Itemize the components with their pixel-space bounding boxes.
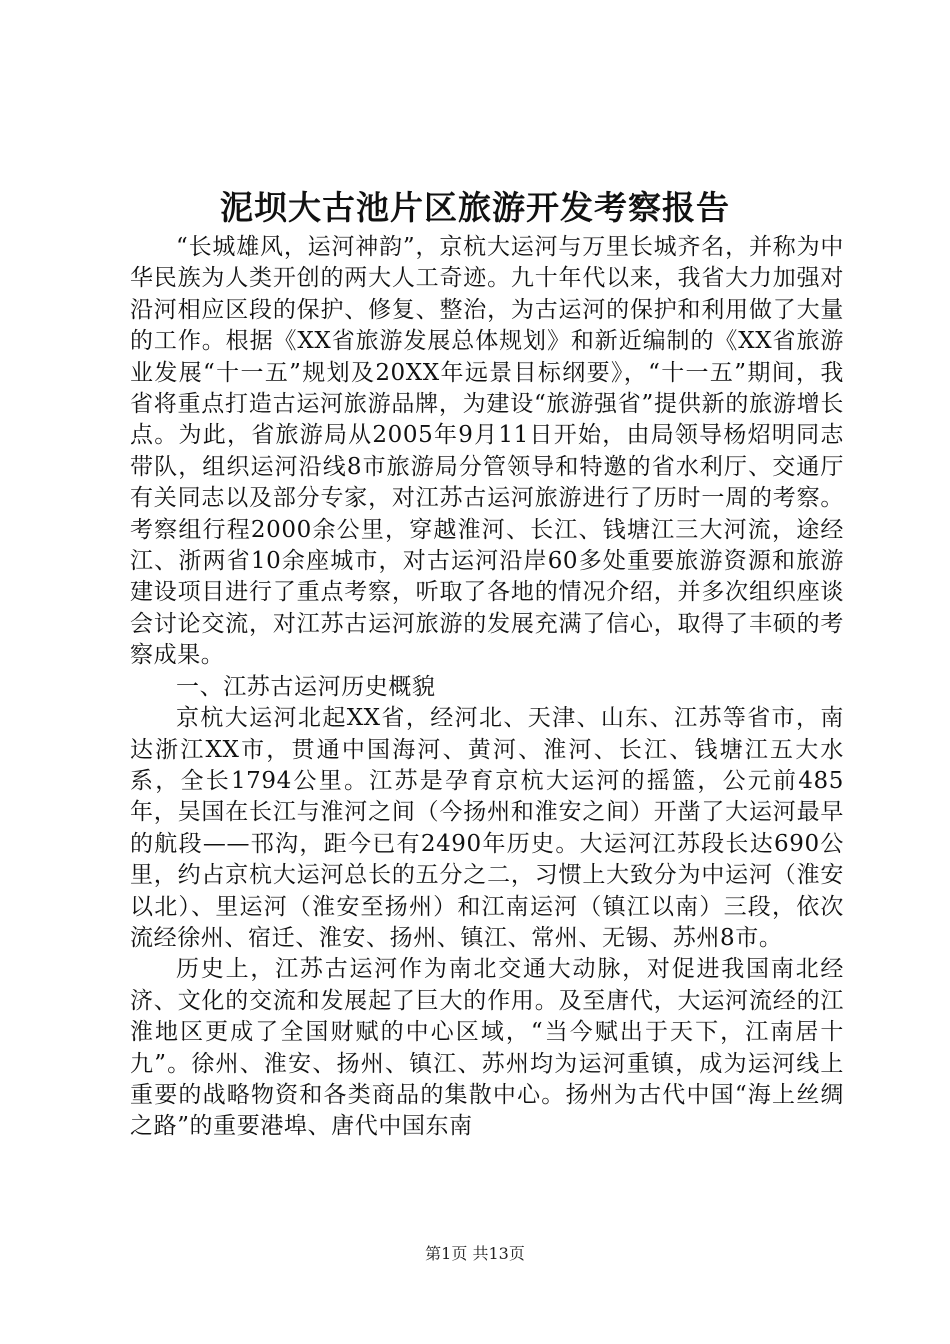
history-paragraph: 京杭大运河北起XX省，经河北、天津、山东、江苏等省市，南达浙江XX市，贯通中国海河、黄河、淮河、长江、钱塘江五大水系，全长1794公里。江苏是孕育京杭大运河的摇篮，公元前485年，吴国在长江与淮河之间（今扬州和淮安之间）开凿了大运河最早的航段——邗沟，距今已有2490年历史。大运河江苏段长达690公里，约占京杭大运河总长的五分之二，习惯上大致分为中运河（淮安以北）、里运河（淮安至扬州）和江南运河（镇江以南）三段，依次流经徐州、宿迁、淮安、扬州、镇江、常州、无锡、苏州8市。 bbox=[130, 705, 844, 951]
intro-paragraph: “长城雄风，运河神韵”，京杭大运河与万里长城齐名，并称为中华民族为人类开创的两大人工奇迹。九十年代以来，我省大力加强对沿河相应区段的保护、修复、整治，为古运河的保护和利用做了大量的工作。根据《XX省旅游发展总体规划》和新近编制的《XX省旅游业发展“十一五”规划及20XX年远景目标纲要》，“十一五”期间，我省将重点打造古运河旅游品牌，为建设“旅游强省”提供新的旅游增长点。为此，省旅游局从2005年9月11日开始，由局领导杨炤明同志带队，组织运河沿线8市旅游局分管领导和特邀的省水利厅、交通厅有关同志以及部分专家，对江苏古运河旅游进行了历时一周的考察。考察组行程2000余公里，穿越淮河、长江、钱塘江三大河流，途经江、浙两省10余座城市，对古运河沿岸60多处重要旅游资源和旅游建设项目进行了重点考察，听取了各地的情况介绍，并多次组织座谈会讨论交流，对江苏古运河旅游的发展充满了信心，取得了丰硕的考察成果。 bbox=[130, 234, 844, 669]
significance-paragraph: 历史上，江苏古运河作为南北交通大动脉，对促进我国南北经济、文化的交流和发展起了巨大的作用。及至唐代，大运河流经的江淮地区更成了全国财赋的中心区域，“当今赋出于天下，江南居十九”。徐州、淮安、扬州、镇江、苏州均为运河重镇，成为运河线上重要的战略物资和各类商品的集散中心。扬州为古代中国“海上丝绸之路”的重要港埠、唐代中国东南 bbox=[130, 956, 844, 1140]
document-body bbox=[130, 232, 844, 1143]
section-heading: 一、江苏古运河历史概貌 bbox=[176, 673, 436, 700]
page-footer bbox=[0, 1243, 950, 1265]
page-number: 第1页 bbox=[425, 1244, 468, 1263]
document-title: 泥坝大古池片区旅游开发考察报告 bbox=[220, 188, 730, 227]
page-total: 共13页 bbox=[472, 1244, 525, 1263]
